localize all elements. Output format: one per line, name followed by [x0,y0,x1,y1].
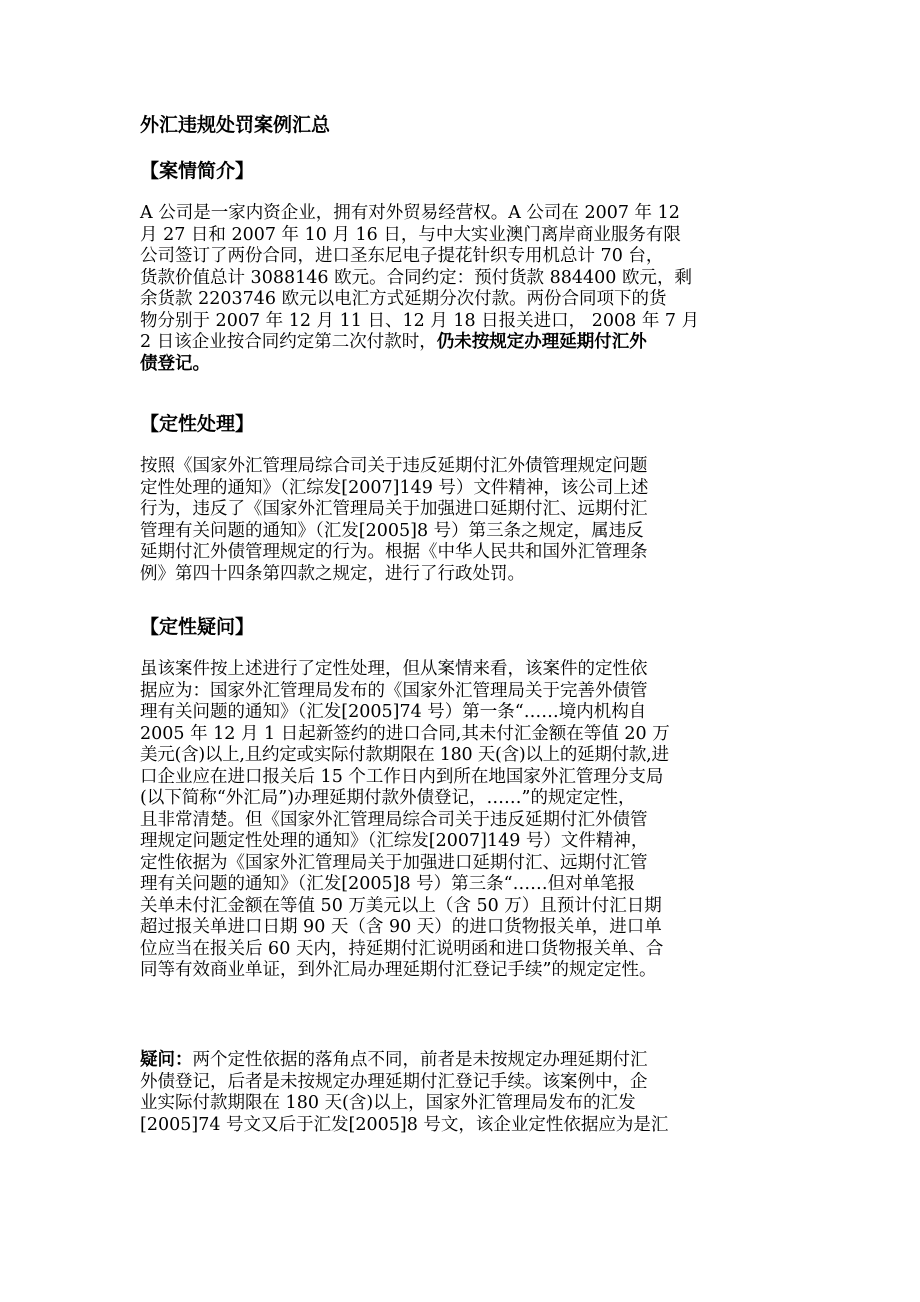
text-line: 理规定问题定性处理的通知》（汇综发[2007]149 号）文件精神， [140,831,649,851]
text-line: 定性依据为《国家外汇管理局关于加强进口延期付汇、远期付汇管 [140,852,648,873]
text-line: 公司签订了两份合同，进口圣东尼电子提花针织专用机总计 70 台， [140,246,664,266]
text-line: 余货款 2203746 欧元以电汇方式延期分次付款。两份合同项下的货 [140,289,667,309]
intro-paragraph [140,203,820,375]
text-line: 且非常清楚。但《国家外汇管理局综合司关于违反延期付汇外债管 [140,809,648,830]
text-line: 行为，违反了《国家外汇管理局关于加强进口延期付汇、远期付汇 [140,499,648,519]
text-segment: 2 日该企业按合同约定第二次付款时， [140,332,437,352]
text-line [140,354,820,376]
text-line: 虽该案件按上述进行了定性处理，但从案情来看，该案件的定性依 [140,659,648,679]
text-line: (以下简称“外汇局”)办理延期付款外债登记，……”的规定定性， [140,788,636,808]
text-line: 据应为：国家外汇管理局发布的《国家外汇管理局关于完善外债管 [140,680,648,701]
section-heading-handling: 【定性处理】 [140,413,255,435]
text-line: 管理有关问题的通知》（汇发[2005]8 号）第三条之规定，属违反 [140,520,644,541]
text-line: A 公司是一家内资企业，拥有对外贸易经营权。A 公司在 2007 年 12 [140,203,680,223]
text-line: 物分别于 2007 年 12 月 11 日、12 月 18 日报关进口， 2008 年 7 月 [140,310,700,331]
text-line: 月 27 日和 2007 年 10 月 16 日，与中大实业澳门离岸商业服务有限 [140,224,681,245]
text-line: 超过报关单进口日期 90 天（含 90 天）的进口货物报关单，进口单 [140,917,662,937]
text-line: 同等有效商业单证，到外汇局办理延期付汇登记手续”的规定定性。 [140,960,657,980]
document-title: 外汇违规处罚案例汇总 [140,114,331,136]
text-line: 按照《国家外汇管理局综合司关于违反延期付汇外债管理规定问题 [140,456,648,476]
handling-paragraph [140,456,820,585]
text-line: 业实际付款期限在 180 天(含)以上，国家外汇管理局发布的汇发 [140,1093,636,1113]
text-line: 关单未付汇金额在等值 50 万美元以上（含 50 万）且预计付汇日期 [140,895,662,916]
text-line: 2005 年 12 月 1 日起新签约的进口合同,其未付汇金额在等值 20 万 [140,723,670,744]
text-line: 理有关问题的通知》（汇发[2005]8 号）第三条“……但对单笔报 [140,874,636,894]
doubt-paragraph [140,1050,820,1136]
text-line: 例》第四十四条第四款之规定，进行了行政处罚。 [140,563,525,584]
emphasis-text: 债登记。 [140,353,210,374]
text-line: 口企业应在进口报关后 15 个工作日内到所在地国家外汇管理分支局 [140,766,664,787]
doubt-label: 疑问： [140,1050,193,1070]
text-line: 货款价值总计 3088146 欧元。合同约定：预付货款 884400 欧元，剩 [140,267,692,288]
text-line: [2005]74 号文又后于汇发[2005]8 号文，该企业定性依据应为是汇 [140,1114,669,1135]
text-line [140,332,820,354]
text-line: 美元(含)以上,且约定或实际付款期限在 180 天(含)以上的延期付款,进 [140,745,669,765]
text-line: 外债登记，后者是未按规定办理延期付汇登记手续。该案例中，企 [140,1071,648,1092]
text-line: 定性处理的通知》（汇综发[2007]149 号）文件精神，该公司上述 [140,477,649,498]
section-heading-intro: 【案情简介】 [140,160,255,182]
text-line: 位应当在报关后 60 天内，持延期付汇说明函和进口货物报关单、合 [140,938,664,959]
question-paragraph [140,659,820,982]
emphasis-text: 仍未按规定办理延期付汇外 [436,332,647,352]
text-line: 延期付汇外债管理规定的行为。根据《中华人民共和国外汇管理条 [140,542,648,562]
text-line: 理有关问题的通知》（汇发[2005]74 号）第一条“……境内机构自 [140,702,647,722]
section-heading-question: 【定性疑问】 [140,616,255,638]
text-line [140,1050,820,1072]
text-segment: 两个定性依据的落角点不同，前者是未按规定办理延期付汇 [192,1050,648,1070]
